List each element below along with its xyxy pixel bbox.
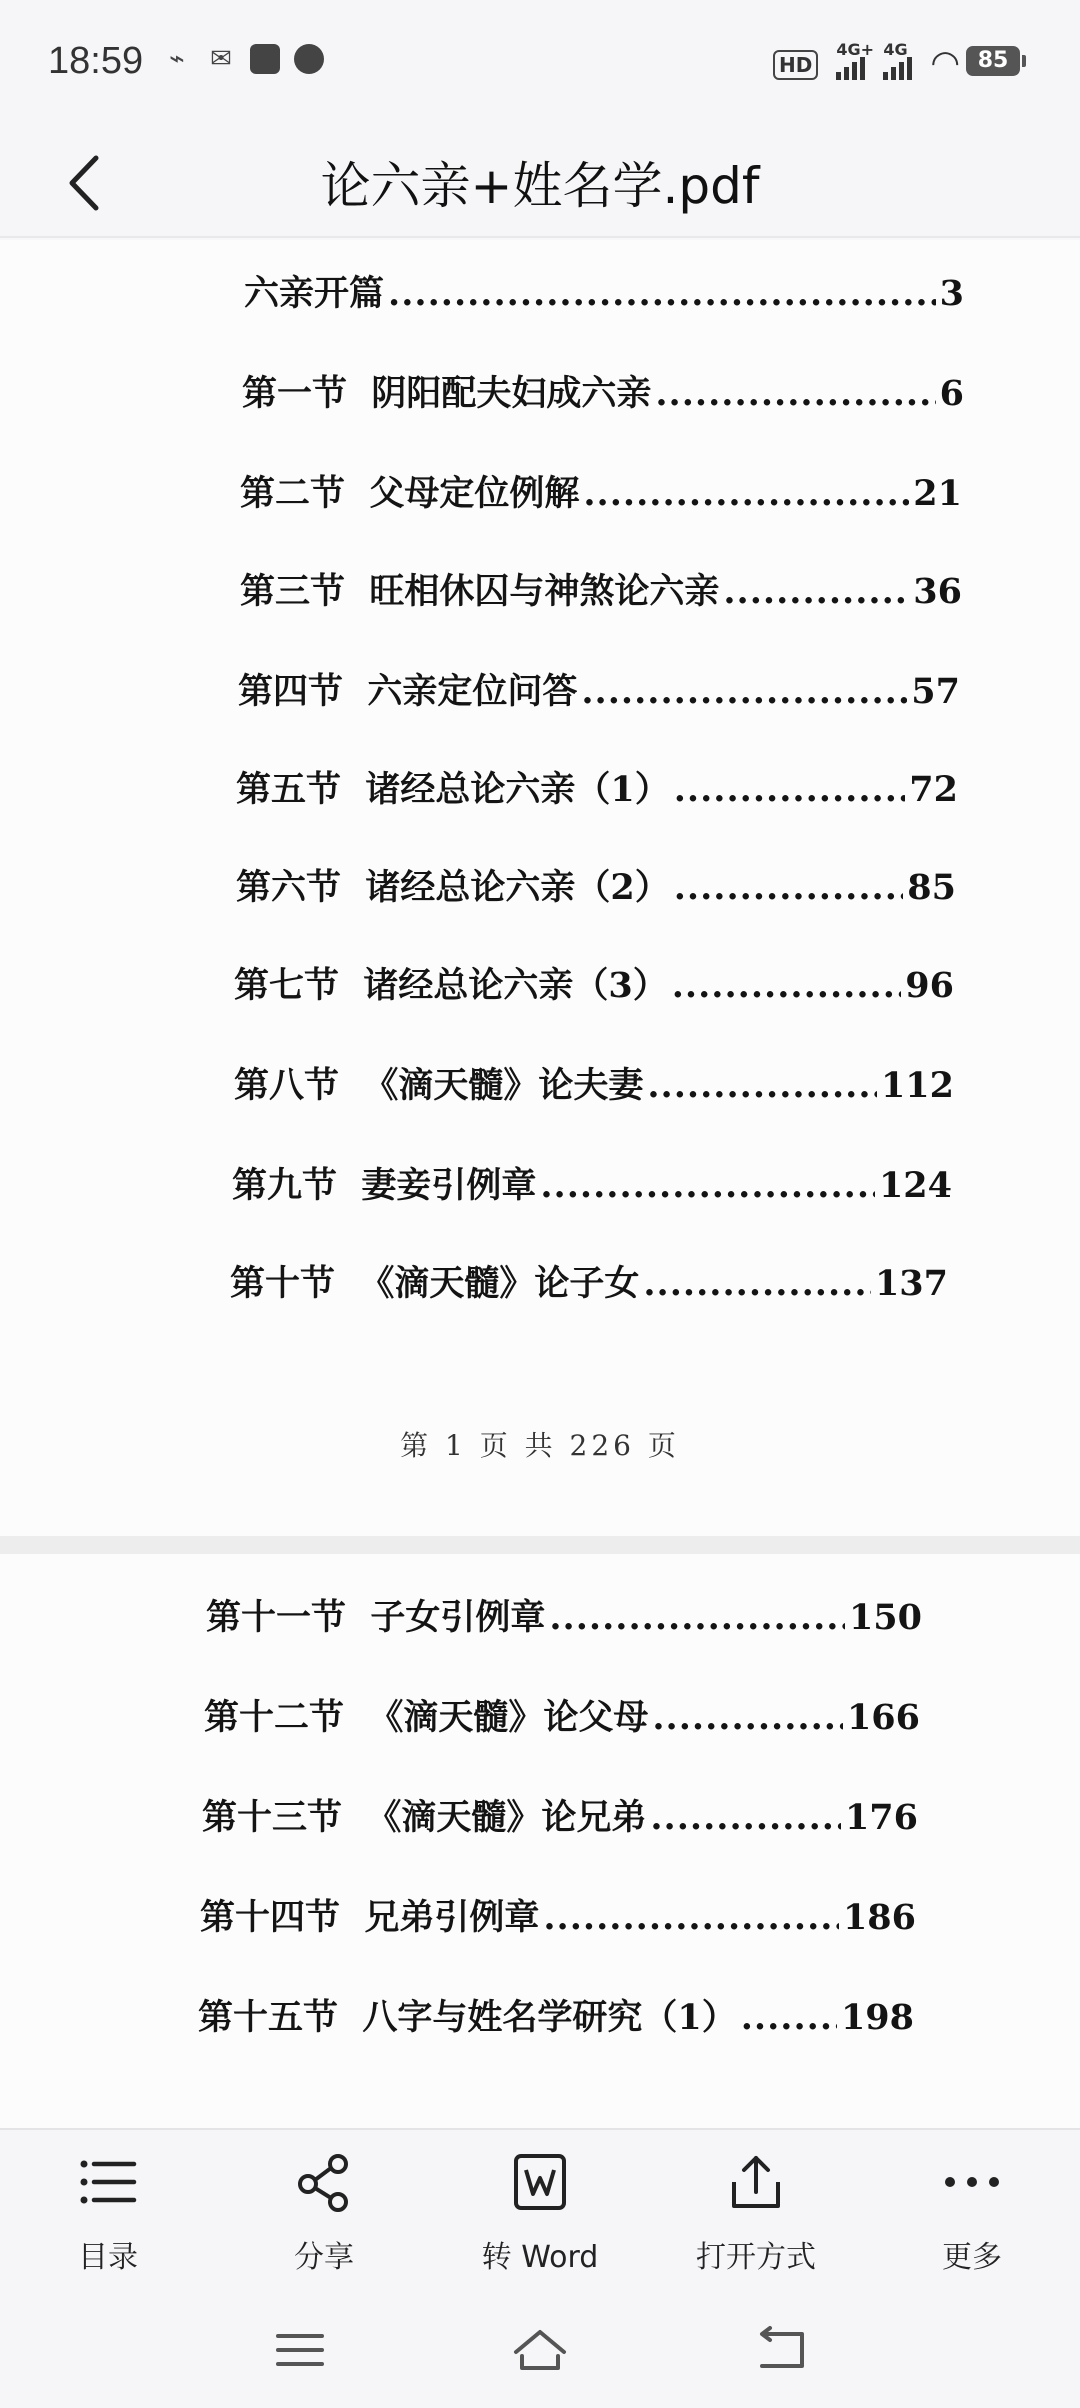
toc-label: 第三节 旺相休囚与神煞论六亲 [240,571,720,612]
hd-badge: HD [773,50,818,80]
toc-leader [674,867,904,908]
toc-leader [650,1797,841,1838]
toc-label: 第十五节 八字与姓名学研究（1） [198,1997,737,2038]
toc-page-number: 124 [878,1165,952,1206]
battery-icon: 85 [966,46,1020,76]
title-bar [0,128,1080,238]
toc-page-number: 96 [905,965,954,1006]
toc-row[interactable] [244,266,964,316]
toc-page-number: 85 [907,867,956,908]
pdf-page-2 [0,1554,1080,2130]
toc-leader [672,965,902,1006]
toc-page-number: 150 [848,1597,922,1638]
toc-row[interactable] [204,1690,920,1740]
toc-leader [543,1897,839,1938]
convert-word-button[interactable] [432,2130,648,2300]
toc-row[interactable] [200,1890,916,1940]
toc-page-number: 176 [844,1797,918,1838]
network-label-2: 4G [883,40,908,59]
toc-button[interactable] [0,2130,216,2300]
pdf-page-1 [0,240,1080,1536]
status-bar [0,0,1080,128]
page-title: 论六亲+姓名学.pdf [320,157,760,215]
toc-label: 第五节 诸经总论六亲（1） [236,769,670,810]
toc-leader [583,473,909,514]
bottom-toolbar [0,2128,1080,2298]
app-notification-icon [250,44,280,74]
toc-label: 第十二节 《滴天髓》论父母 [204,1697,649,1738]
toc-page-number: 198 [840,1997,914,2038]
toc-leader [723,571,909,612]
page-footer: 第 1 页 共 226 页 [400,1429,680,1462]
toc-leader [643,1263,871,1304]
compass-icon [294,44,324,74]
toc-page-number: 166 [846,1697,920,1738]
toc-row[interactable] [238,664,960,714]
toc-page-number: 36 [913,571,962,612]
toc-page-number: 186 [842,1897,916,1938]
toc-leader [388,273,936,314]
toc-row[interactable] [236,860,956,910]
toc-label: 第八节 《滴天髓》论夫妻 [234,1065,644,1106]
pdf-viewer[interactable] [0,240,1080,2130]
toc-row[interactable] [230,1256,948,1306]
back-nav-icon[interactable] [750,2320,810,2380]
signal-icon-2 [883,40,912,80]
more-button-label: 更多 [942,2240,1002,2275]
toc-label: 第十四节 兄弟引例章 [200,1897,540,1938]
toc-row[interactable] [206,1590,922,1640]
toc-row[interactable] [236,762,958,812]
status-time: 18:59 [48,40,144,82]
toc-label: 第二节 父母定位例解 [240,473,580,514]
toc-label: 第七节 诸经总论六亲（3） [234,965,668,1006]
toc-page-number: 57 [911,671,960,712]
share-button-label: 分享 [294,2240,354,2275]
share-icon [294,2152,354,2212]
toc-row[interactable] [234,958,954,1008]
menu-icon[interactable] [270,2320,330,2380]
word-icon [510,2152,570,2212]
toc-row[interactable] [198,1990,914,2040]
wechat-icon: ✉ [210,44,232,74]
toc-leader [647,1065,877,1106]
toc-row[interactable] [232,1158,952,1208]
toc-page-number: 3 [939,273,964,314]
more-button[interactable] [864,2130,1080,2300]
toc-page-number: 72 [909,769,958,810]
upload-icon [726,2152,786,2212]
toc-label: 第六节 诸经总论六亲（2） [236,867,670,908]
convert-word-label: 转 Word [481,2240,599,2275]
more-icon [942,2152,1002,2212]
toc-leader [674,769,906,810]
toc-button-label: 目录 [78,2240,138,2275]
status-indicators [773,40,960,83]
toc-label: 第十一节 子女引例章 [206,1597,546,1638]
toc-page-number: 112 [880,1065,954,1106]
toc-leader [549,1597,845,1638]
toc-row[interactable] [240,564,962,614]
toc-row[interactable] [234,1058,954,1108]
toc-leader [581,671,907,712]
toc-label: 第一节 阴阳配夫妇成六亲 [242,373,652,414]
link-icon: ⌁ [169,44,185,74]
toc-label: 第九节 妻妾引例章 [232,1165,537,1206]
list-icon [78,2152,138,2212]
wifi-icon: ◠ [930,43,960,83]
share-button[interactable] [216,2130,432,2300]
toc-leader [741,1997,837,2038]
signal-icon-1 [836,40,874,80]
open-with-label: 打开方式 [696,2240,816,2275]
toc-row[interactable] [242,366,964,416]
network-label-1: 4G+ [836,40,874,59]
toc-page-number: 137 [874,1263,948,1304]
toc-page-number: 21 [913,473,962,514]
toc-label: 第十三节 《滴天髓》论兄弟 [202,1797,647,1838]
toc-leader [655,373,935,414]
notification-icons [162,44,324,74]
home-icon[interactable] [510,2320,570,2380]
toc-page-number: 6 [939,373,964,414]
toc-row[interactable] [202,1790,918,1840]
toc-label: 第四节 六亲定位问答 [238,671,578,712]
toc-leader [540,1165,875,1206]
system-nav-bar [0,2298,1080,2408]
toc-leader [652,1697,843,1738]
toc-label: 第十节 《滴天髓》论子女 [230,1263,640,1304]
open-with-button[interactable] [648,2130,864,2300]
toc-row[interactable] [240,466,962,516]
toc-label: 六亲开篇 [244,273,385,314]
